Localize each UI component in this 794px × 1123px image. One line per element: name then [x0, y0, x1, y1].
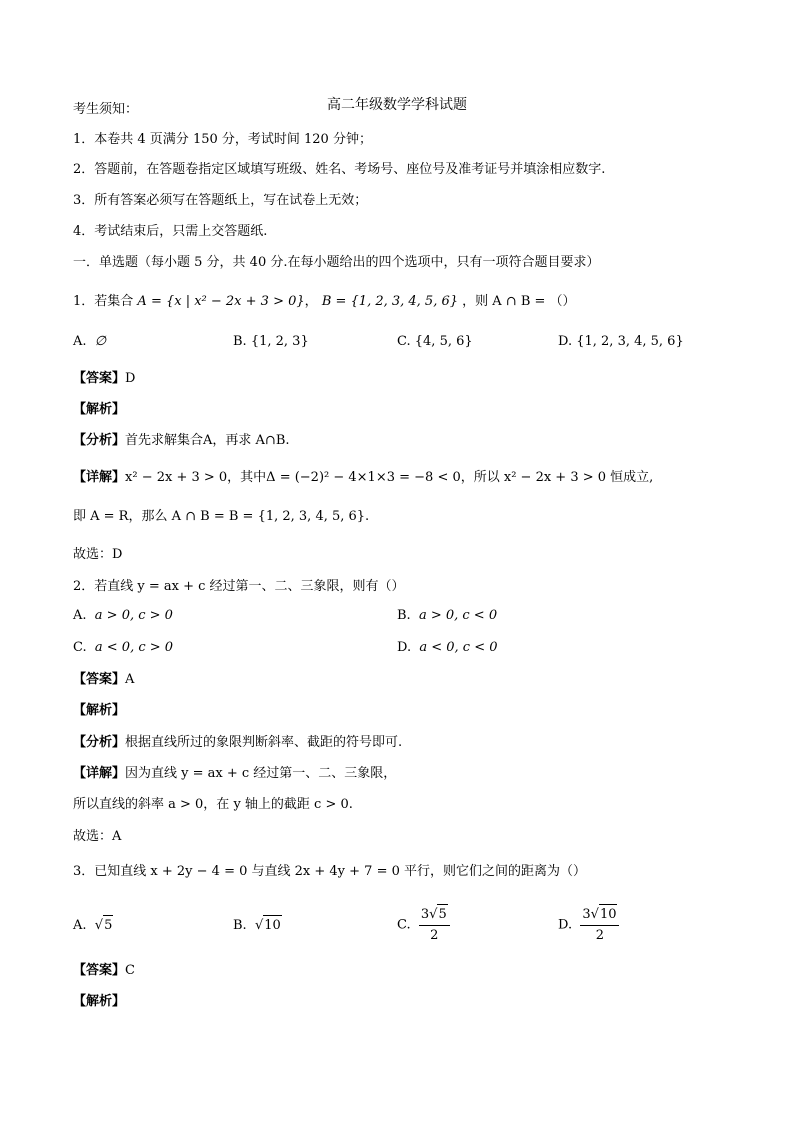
q1-detail-2: 即 A = R，那么 A ∩ B = B = {1, 2, 3, 4, 5, 6}. [73, 509, 370, 524]
section-heading: 一．单选题（每小题 5 分，共 40 分.在每小题给出的四个选项中，只有一项符合题目要求） [73, 255, 600, 270]
q3-option-b: B. √10 [233, 915, 282, 936]
notice-item: 4．考试结束后，只需上交答题纸. [73, 224, 268, 239]
q1-suffix: ，则 A ∩ B = （） [462, 294, 576, 309]
fraction: $\frac{3√10}{2}$ [580, 904, 619, 946]
q3-jiexi: 【解析】 [73, 994, 126, 1009]
q2-choice: 故选：A [73, 829, 122, 844]
q2-option-c: C. a < 0, c > 0 [73, 640, 174, 655]
q2-analysis: 【分析】根据直线所过的象限判断斜率、截距的符号即可. [73, 735, 403, 750]
q1-set-b: B = {1, 2, 3, 4, 5, 6} [321, 294, 459, 309]
notice-heading: 考生须知： [73, 102, 139, 117]
q1-option-c: C. {4, 5, 6} [397, 334, 473, 349]
q1-option-a: A. ∅ [73, 334, 107, 349]
q2-detail-2: 所以直线的斜率 a > 0，在 y 轴上的截距 c > 0. [73, 797, 353, 812]
page-title: 高二年级数学学科试题 [327, 97, 467, 113]
q1-answer: 【答案】D [73, 371, 136, 386]
q1-jiexi: 【解析】 [73, 402, 126, 417]
notice-item: 2．答题前，在答题卷指定区域填写班级、姓名、考场号、座位号及准考证号并填涂相应数字. [73, 162, 606, 177]
q2-answer: 【答案】A [73, 672, 135, 687]
q3-option-c: C. $\frac{3√5}{2}$ [397, 904, 450, 946]
q1-option-b: B. {1, 2, 3} [233, 334, 309, 349]
q2-jiexi: 【解析】 [73, 703, 126, 718]
q3-option-a: A. √5 [73, 915, 113, 936]
q2-option-b: B. a > 0, c < 0 [397, 608, 498, 623]
q1-choice: 故选：D [73, 547, 123, 562]
q1-option-d: D. {1, 2, 3, 4, 5, 6} [558, 334, 684, 349]
question-1-stem [73, 292, 576, 312]
q1-detail-1: 【详解】x² − 2x + 3 > 0，其中Δ = (−2)² − 4×1×3 = −8 < 0，所以 x² − 2x + 3 > 0 恒成立, [73, 470, 654, 485]
q2-option-d: D. a < 0, c < 0 [397, 640, 498, 655]
notice-item: 3．所有答案必须写在答题纸上，写在试卷上无效； [73, 193, 368, 208]
q2-detail-1: 【详解】因为直线 y = ax + c 经过第一、二、三象限， [73, 766, 397, 781]
notice-item: 1．本卷共 4 页满分 150 分，考试时间 120 分钟； [73, 132, 372, 147]
q1-prefix: 1．若集合 [73, 294, 134, 309]
fraction: $\frac{3√5}{2}$ [419, 904, 450, 946]
q3-answer: 【答案】C [73, 963, 135, 978]
q3-option-d: D. $\frac{3√10}{2}$ [558, 904, 619, 946]
q2-option-a: A. a > 0, c > 0 [73, 608, 173, 623]
q1-comma: ， [304, 294, 318, 309]
q1-set-a: A = {x | x² − 2x + 3 > 0} [137, 294, 305, 309]
question-3-stem: 3．已知直线 x + 2y − 4 = 0 与直线 2x + 4y + 7 = 0 平行，则它们之间的距离为（） [73, 864, 586, 879]
question-2-stem: 2．若直线 y = ax + c 经过第一、二、三象限，则有（） [73, 579, 405, 594]
q1-analysis: 【分析】首先求解集合A，再求 A∩B. [73, 433, 290, 448]
